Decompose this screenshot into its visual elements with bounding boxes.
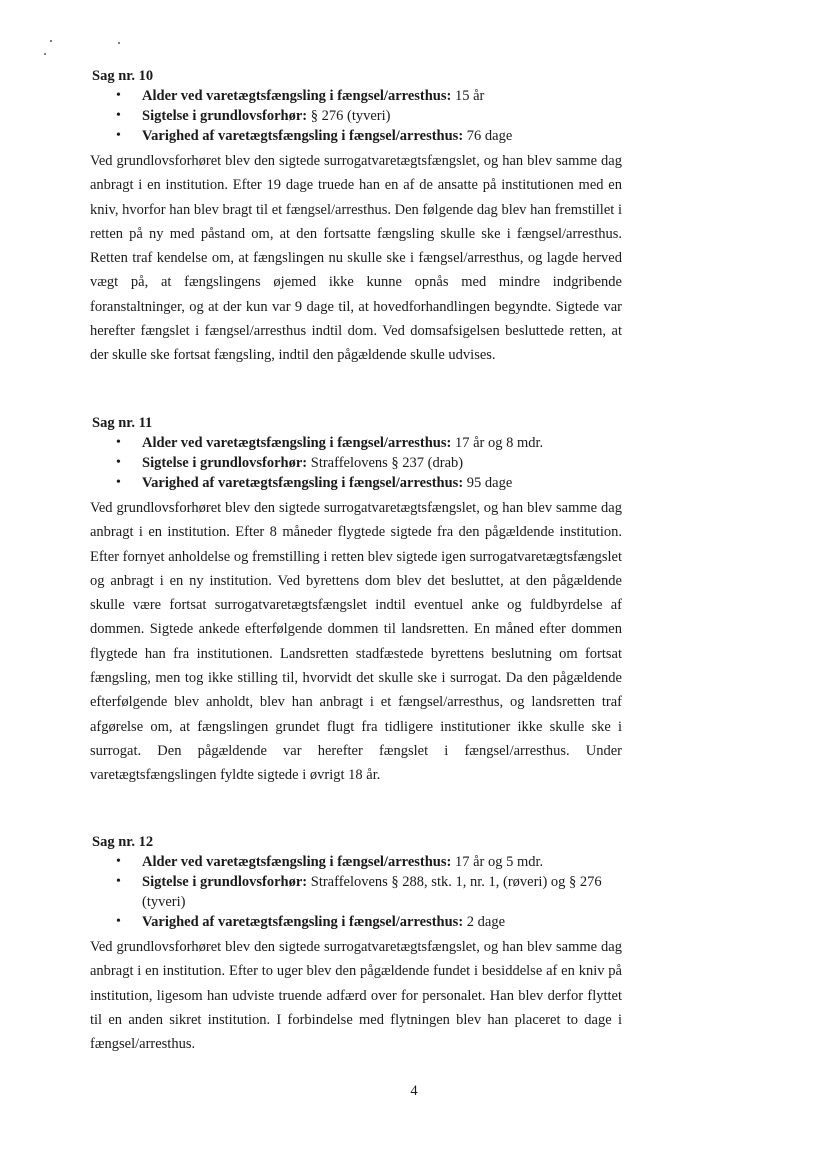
bullet-icon: • — [116, 874, 121, 889]
fact-value: 76 dage — [463, 128, 513, 144]
bullet-icon: • — [116, 914, 121, 929]
bullet-icon: • — [116, 854, 121, 869]
fact-value: 15 år — [451, 88, 485, 104]
bullet-icon: • — [116, 475, 121, 490]
case-body: Ved grundlovsforhøret blev den sigtede surrogatvaretægtsfængslet, og han blev samme dag anbragt i en institution. Efter 19 dage truede han en af de ansatte på institutionen med en kniv, hvorfor han blev bragt til et fængsel/arresthus. Den følgende dag blev han fremstillet i retten på ny med påstand om, at den fortsatte fængsling skulle ske i fængsel/arresthus. Retten traf kendelse om, at fængslingen nu skulle ske i fængsel/arresthus, og lagde herved vægt på, at fængslingens øjemed ikke kunne opnås med mindre indgribende foranstaltninger, og at der kun var 9 dage til, at hovedforhandlingen begyndte. Sigtede var herefter fængslet i fængsel/arresthus indtil dom. Ved domsafsigelsen besluttede retten, at der skulle ske fortsat fængsling, indtil den pågældende skulle udvises. — [90, 153, 622, 364]
fact-value: 2 dage — [463, 914, 506, 930]
fact-label: Sigtelse i grundlovsforhør: — [142, 455, 308, 471]
fact-label: Alder ved varetægtsfængsling i fængsel/arresthus: — [142, 88, 452, 104]
scan-speck — [44, 53, 46, 55]
bullet-icon: • — [116, 108, 121, 123]
page-number: 4 — [410, 1083, 418, 1099]
fact-label: Varighed af varetægtsfængsling i fængsel/arresthus: — [142, 128, 464, 144]
fact-label: Alder ved varetægtsfængsling i fængsel/arresthus: — [142, 854, 452, 870]
bullet-icon: • — [116, 128, 121, 143]
fact-duration — [92, 473, 632, 493]
fact-value: 95 dage — [463, 475, 513, 491]
bullet-icon: • — [116, 435, 121, 450]
fact-label: Alder ved varetægtsfængsling i fængsel/arresthus: — [142, 435, 452, 451]
fact-duration — [92, 126, 632, 146]
bullet-icon: • — [116, 88, 121, 103]
fact-charge — [92, 106, 632, 126]
bullet-icon: • — [116, 455, 121, 470]
fact-age — [92, 852, 632, 872]
scan-speck — [50, 40, 52, 42]
fact-value: 17 år og 5 mdr. — [451, 854, 544, 870]
fact-value: Straffelovens § 237 (drab) — [307, 455, 464, 471]
case-10 — [92, 67, 632, 368]
case-12 — [92, 833, 632, 1056]
fact-age — [92, 86, 632, 106]
fact-charge — [92, 872, 632, 912]
fact-label: Varighed af varetægtsfængsling i fængsel/arresthus: — [142, 914, 464, 930]
case-title: Sag nr. 12 — [92, 834, 154, 850]
case-title: Sag nr. 10 — [92, 68, 154, 84]
case-facts — [92, 86, 632, 146]
fact-label: Varighed af varetægtsfængsling i fængsel/arresthus: — [142, 475, 464, 491]
case-facts — [92, 433, 632, 493]
fact-value: § 276 (tyveri) — [307, 108, 391, 124]
fact-value: 17 år og 8 mdr. — [451, 435, 544, 451]
fact-age — [92, 433, 632, 453]
case-title: Sag nr. 11 — [92, 415, 153, 431]
case-11 — [92, 414, 632, 788]
case-facts — [92, 852, 632, 932]
fact-value: Straffelovens § 288, stk. 1, nr. 1, (røveri) og § 276 (tyveri) — [142, 874, 602, 910]
fact-charge — [92, 453, 632, 473]
fact-duration — [92, 912, 632, 932]
case-body: Ved grundlovsforhøret blev den sigtede surrogatvaretægtsfængslet, og han blev samme dag anbragt i en institution. Efter to uger blev den pågældende fundet i besiddelse af en kniv på institution, ligesom han udviste truende adfærd over for personalet. Han blev derfor flyttet til en anden sikret institution. I forbindelse med flytningen blev han placeret to dage i fængsel/arresthus. — [90, 939, 622, 1053]
fact-label: Sigtelse i grundlovsforhør: — [142, 874, 308, 890]
scan-speck — [118, 42, 120, 44]
case-body: Ved grundlovsforhøret blev den sigtede surrogatvaretægtsfængslet, og han blev samme dag anbragt i en institution. Efter 8 måneder flygtede sigtede fra den pågældende institution. Efter fornyet anholdelse og fremstilling i retten blev sigtede igen surrogatvaretægtsfængslet og anbragt i en ny institution. Ved byrettens dom blev det besluttet, at den pågældende skulle være fortsat surrogatvaretægtsfængslet indtil eventuel anke og fuldbyrdelse af dommen. Sigtede ankede efterfølgende dommen til landsretten. En måned efter dommen flygtede han fra institutionen. Landsretten stadfæstede byrettens beslutning om fortsat fængsling, men tog ikke stilling til, hvorvidt det skulle ske i surrogat. Da den pågældende efterfølgende blev anholdt, blev han anbragt i et fængsel/arresthus, og landsretten traf afgørelse om, at fængslingen grundet flugt fra tidligere institutioner ikke skulle ske i surrogat. Den pågældende var herefter fængslet i fængsel/arresthus. Under varetægtsfængslingen fyldte sigtede i øvrigt 18 år. — [90, 500, 622, 784]
fact-label: Sigtelse i grundlovsforhør: — [142, 108, 308, 124]
